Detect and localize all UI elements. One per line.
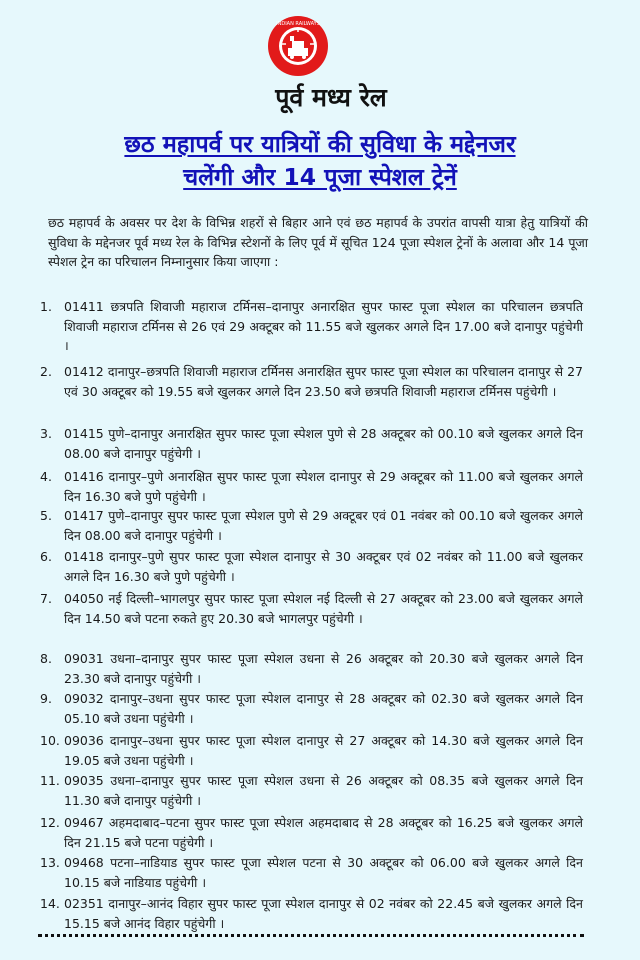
indian-railways-logo xyxy=(266,14,330,78)
item-number: 6. xyxy=(40,549,52,564)
item-text: 09036 दानापुर–उधना सुपर फास्ट पूजा स्पेशल दानापुर से 27 अक्टूबर को 14.30 बजे खुलकर अगले दिन 19.05 बजे उधना पहुंचेगी । xyxy=(64,733,583,768)
item-text: 04050 नई दिल्ली–भागलपुर सुपर फास्ट पूजा स्पेशल नई दिल्ली से 27 अक्टूबर को 23.00 बजे खुलकर अगले दिन 14.50 बजे पटना रुकते हुए 20.30 बजे भागलपुर पहुंचेगी । xyxy=(64,591,583,626)
item-text: 01411 छत्रपति शिवाजी महाराज टर्मिनस–दानापुर अनारक्षित सुपर फास्ट पूजा स्पेशल का परिचालन छत्रपति शिवाजी महाराज टर्मिनस से 26 एवं 29 अक्टूबर को 11.55 बजे खुलकर अगले दिन 17.00 बजे दानापुर पहुंचेगी । xyxy=(64,299,583,354)
item-text: 09031 उधना–दानापुर सुपर फास्ट पूजा स्पेशल उधना से 26 अक्टूबर को 20.30 बजे खुलकर अगले दिन 23.30 बजे दानापुर पहुंचेगी । xyxy=(64,651,583,686)
svg-text:INDIAN RAILWAYS: INDIAN RAILWAYS xyxy=(276,21,320,27)
item-number: 9. xyxy=(40,691,52,706)
item-text: 01415 पुणे–दानापुर अनारक्षित सुपर फास्ट पूजा स्पेशल पुणे से 28 अक्टूबर को 00.10 बजे खुलकर अगले दिन 08.00 बजे दानापुर पहुंचेगी । xyxy=(64,426,583,461)
item-text: 02351 दानापुर–आनंद विहार सुपर फास्ट पूजा स्पेशल दानापुर से 02 नवंबर को 22.45 बजे खुलकर अगले दिन 15.15 बजे आनंद विहार पहुंचेगी । xyxy=(64,896,583,931)
item-number: 11. xyxy=(40,773,60,788)
item-number: 12. xyxy=(40,815,60,830)
item-number: 13. xyxy=(40,855,60,870)
item-number: 5. xyxy=(40,508,52,523)
item-number: 8. xyxy=(40,651,52,666)
item-number: 1. xyxy=(40,299,52,314)
item-text: 09032 दानापुर–उधना सुपर फास्ट पूजा स्पेशल दानापुर से 28 अक्टूबर को 02.30 बजे खुलकर अगले दिन 05.10 बजे उधना पहुंचेगी । xyxy=(64,691,583,726)
dotted-divider xyxy=(38,934,584,937)
headline-line-2: चलेंगी और 14 पूजा स्पेशल ट्रेनें xyxy=(183,163,457,191)
item-number: 7. xyxy=(40,591,52,606)
item-text: 01417 पुणे–दानापुर सुपर फास्ट पूजा स्पेशल पुणे से 29 अक्टूबर एवं 01 नवंबर को 00.10 बजे खुलकर अगले दिन 08.00 बजे दानापुर पहुंचेगी । xyxy=(64,508,583,543)
headline xyxy=(14,128,626,194)
organization-name: पूर्व मध्य रेल xyxy=(275,83,387,112)
item-text: 01418 दानापुर–पुणे सुपर फास्ट पूजा स्पेशल दानापुर से 30 अक्टूबर एवं 02 नवंबर को 11.00 बजे खुलकर अगले दिन 16.30 बजे पुणे पहुंचेगी । xyxy=(64,549,583,584)
item-number: 10. xyxy=(40,733,60,748)
headline-line-1: छठ महापर्व पर यात्रियों की सुविधा के मद्देनजर xyxy=(124,130,516,158)
item-number: 2. xyxy=(40,364,52,379)
item-text: 01416 दानापुर–पुणे अनारक्षित सुपर फास्ट पूजा स्पेशल दानापुर से 29 अक्टूबर को 11.00 बजे खुलकर अगले दिन 16.30 बजे पुणे पहुंचेगी । xyxy=(64,469,583,504)
item-number: 3. xyxy=(40,426,52,441)
item-text: 09467 अहमदाबाद–पटना सुपर फास्ट पूजा स्पेशल अहमदाबाद से 28 अक्टूबर को 16.25 बजे खुलकर अगले दिन 21.15 बजे पटना पहुंचेगी । xyxy=(64,815,583,850)
item-text: 09035 उधना–दानापुर सुपर फास्ट पूजा स्पेशल उधना से 26 अक्टूबर को 08.35 बजे खुलकर अगले दिन 11.30 बजे दानापुर पहुंचेगी । xyxy=(64,773,583,808)
intro-paragraph: छठ महापर्व के अवसर पर देश के विभिन्न शहरों से बिहार आने एवं छठ महापर्व के उपरांत वापसी यात्रा हेतु यात्रियों की सुविधा के मद्देनजर पूर्व मध्य रेल के विभिन्न स्टेशनों के लिए पूर्व में सूचित 124 पूजा स्पेशल ट्रेनों के अलावा और 14 पूजा स्पेशल ट्रेन का परिचालन निम्नानुसार किया जाएगा : xyxy=(48,215,588,270)
item-text: 01412 दानापुर–छत्रपति शिवाजी महाराज टर्मिनस अनारक्षित सुपर फास्ट पूजा स्पेशल का परिचालन दानापुर से 27 एवं 30 अक्टूबर को 19.55 बजे खुलकर अगले दिन 23.50 बजे छत्रपति शिवाजी महाराज टर्मिनस पहुंचेगी । xyxy=(64,364,583,399)
item-number: 14. xyxy=(40,896,60,911)
item-text: 09468 पटना–नाडियाड सुपर फास्ट पूजा स्पेशल पटना से 30 अक्टूबर को 06.00 बजे खुलकर अगले दिन 10.15 बजे नाडियाड पहुंचेगी । xyxy=(64,855,583,890)
item-number: 4. xyxy=(40,469,52,484)
